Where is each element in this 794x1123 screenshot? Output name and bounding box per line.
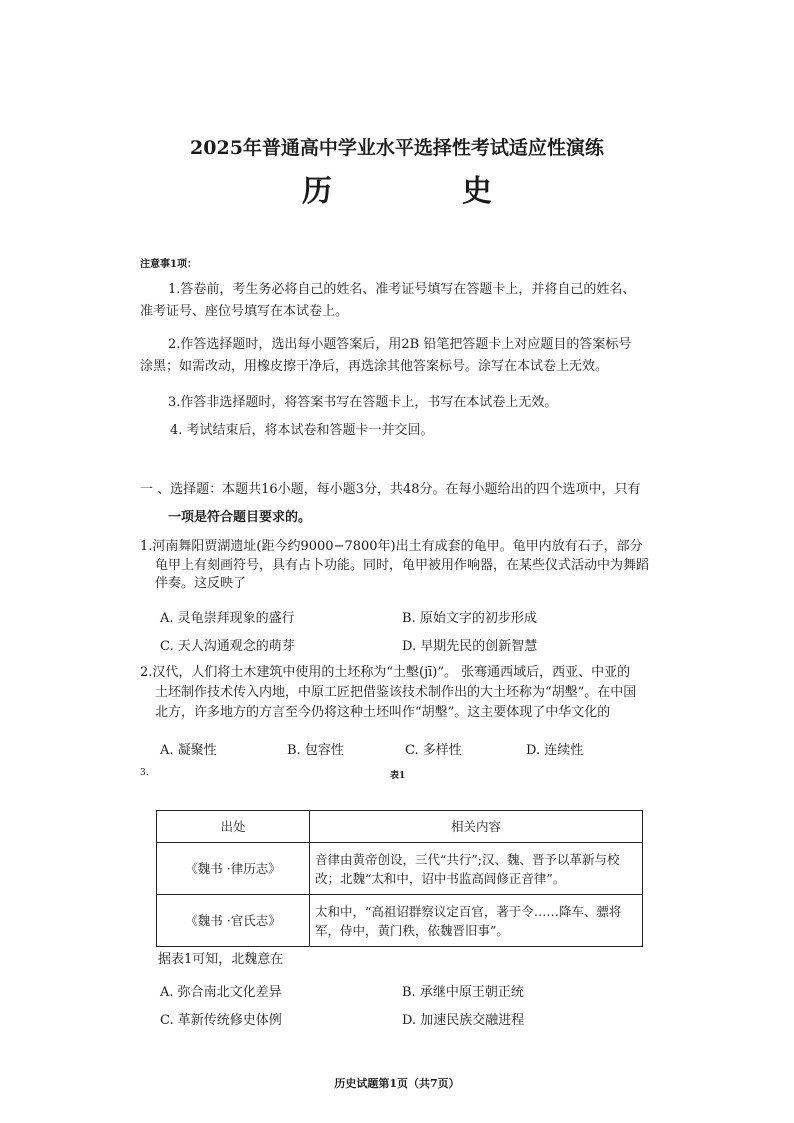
note-line: 4. 考试结束后，将本试卷和答题卡一并交回。 (170, 423, 434, 438)
q2-stem: 2.汉代，人们将土木建筑中使用的土坯称为“土墼(jī)”。 张骞通西域后，西亚、中亚的 (140, 665, 631, 680)
note-line: 1.答卷前，考生务必将自己的姓名、准考证号填写在答题卡上，并将自己的姓名、 (168, 282, 636, 297)
q3-option-c[interactable]: C. 革新传统修史体例 (160, 1013, 282, 1028)
section-heading-cont: 一项是符合题目要求的。 (168, 510, 312, 525)
table-cell-source: 《魏书 ·律历志》 (157, 843, 310, 895)
q1-stem: 1.河南舞阳贾湖遗址(距今约9000−7800年)出土有成套的龟甲。龟甲内放有石子，部分 (140, 539, 643, 554)
note-line: 2.作答选择题时，选出每小题答案后，用2B 铅笔把答题卡上对应题目的答案标号 (168, 337, 632, 352)
page-footer: 历史试题第1页（共7页） (334, 1077, 460, 1090)
table-cell-content: 太和中，“高祖诏群察议定百官，著于令……降车、骠将军，侍中，黄门秩，依魏晋旧事”。 (310, 895, 643, 947)
note-line: 准考证号、座位号填写在本试卷上。 (140, 304, 349, 319)
q1-stem: 伴奏。这反映了 (155, 576, 247, 591)
q1-stem: 龟甲上有刻画符号，具有占卜功能。同时，龟甲被用作响器，在某些仪式活动中为舞蹈 (155, 558, 650, 573)
table-cell-content: 音律由黄帝创设，三代“共行”;汉、魏、晋予以革新与校改；北魏“太和中，诏中书监高闾修正音律”。 (310, 843, 643, 895)
q3-table (156, 810, 643, 947)
q1-option-c[interactable]: C. 天人沟通观念的萌芽 (160, 639, 295, 654)
table-caption: 表1 (390, 771, 406, 781)
note-line: 3.作答非选择题时，将答案书写在答题卡上，书写在本试卷上无效。 (168, 395, 558, 410)
q3-option-d[interactable]: D. 加速民族交融进程 (402, 1013, 525, 1028)
notes-heading: 注意事1项： (140, 259, 197, 270)
q1-option-b[interactable]: B. 原始文字的初步形成 (402, 611, 537, 626)
q2-stem: 土坯制作技术传入内地，中原工匠把借鉴该技术制作出的大土坯称为“胡墼”。在中国 (155, 685, 637, 700)
table-header-cell: 出处 (157, 811, 310, 843)
q2-stem: 北方，许多地方的方言至今仍将这种土坯叫作“胡墼”。这主要体现了中华文化的 (155, 705, 611, 720)
q3-option-b[interactable]: B. 承继中原王朝正统 (402, 985, 524, 1000)
q1-option-a[interactable]: A. 灵龟崇拜现象的盛行 (160, 611, 295, 626)
subject-title: 历 史 (302, 174, 542, 209)
q3-stem: 据表1可知，北魏意在 (158, 952, 284, 967)
q3-number: 3. (140, 768, 149, 778)
q1-option-d[interactable]: D. 早期先民的创新智慧 (402, 639, 538, 654)
table-header-cell: 相关内容 (310, 811, 643, 843)
q2-option-d[interactable]: D. 连续性 (526, 743, 584, 758)
note-line: 涂黑；如需改动，用橡皮擦干净后，再选涂其他答案标号。涂写在本试卷上无效。 (140, 359, 609, 374)
q2-option-b[interactable]: B. 包容性 (287, 743, 344, 758)
table-cell-source: 《魏书 ·官氏志》 (157, 895, 310, 947)
q2-option-c[interactable]: C. 多样性 (405, 743, 462, 758)
table-header-row (157, 811, 643, 843)
q2-option-a[interactable]: A. 凝聚性 (160, 743, 217, 758)
table-row (157, 895, 643, 947)
q3-option-a[interactable]: A. 弥合南北文化差异 (160, 985, 282, 1000)
exam-title: 2025年普通高中学业水平选择性考试适应性演练 (190, 137, 604, 159)
table-row (157, 843, 643, 895)
section-heading: 一 、选择题：本题共16小题，每小题3分，共48分。在每小题给出的四个选项中，只有 (140, 482, 641, 497)
